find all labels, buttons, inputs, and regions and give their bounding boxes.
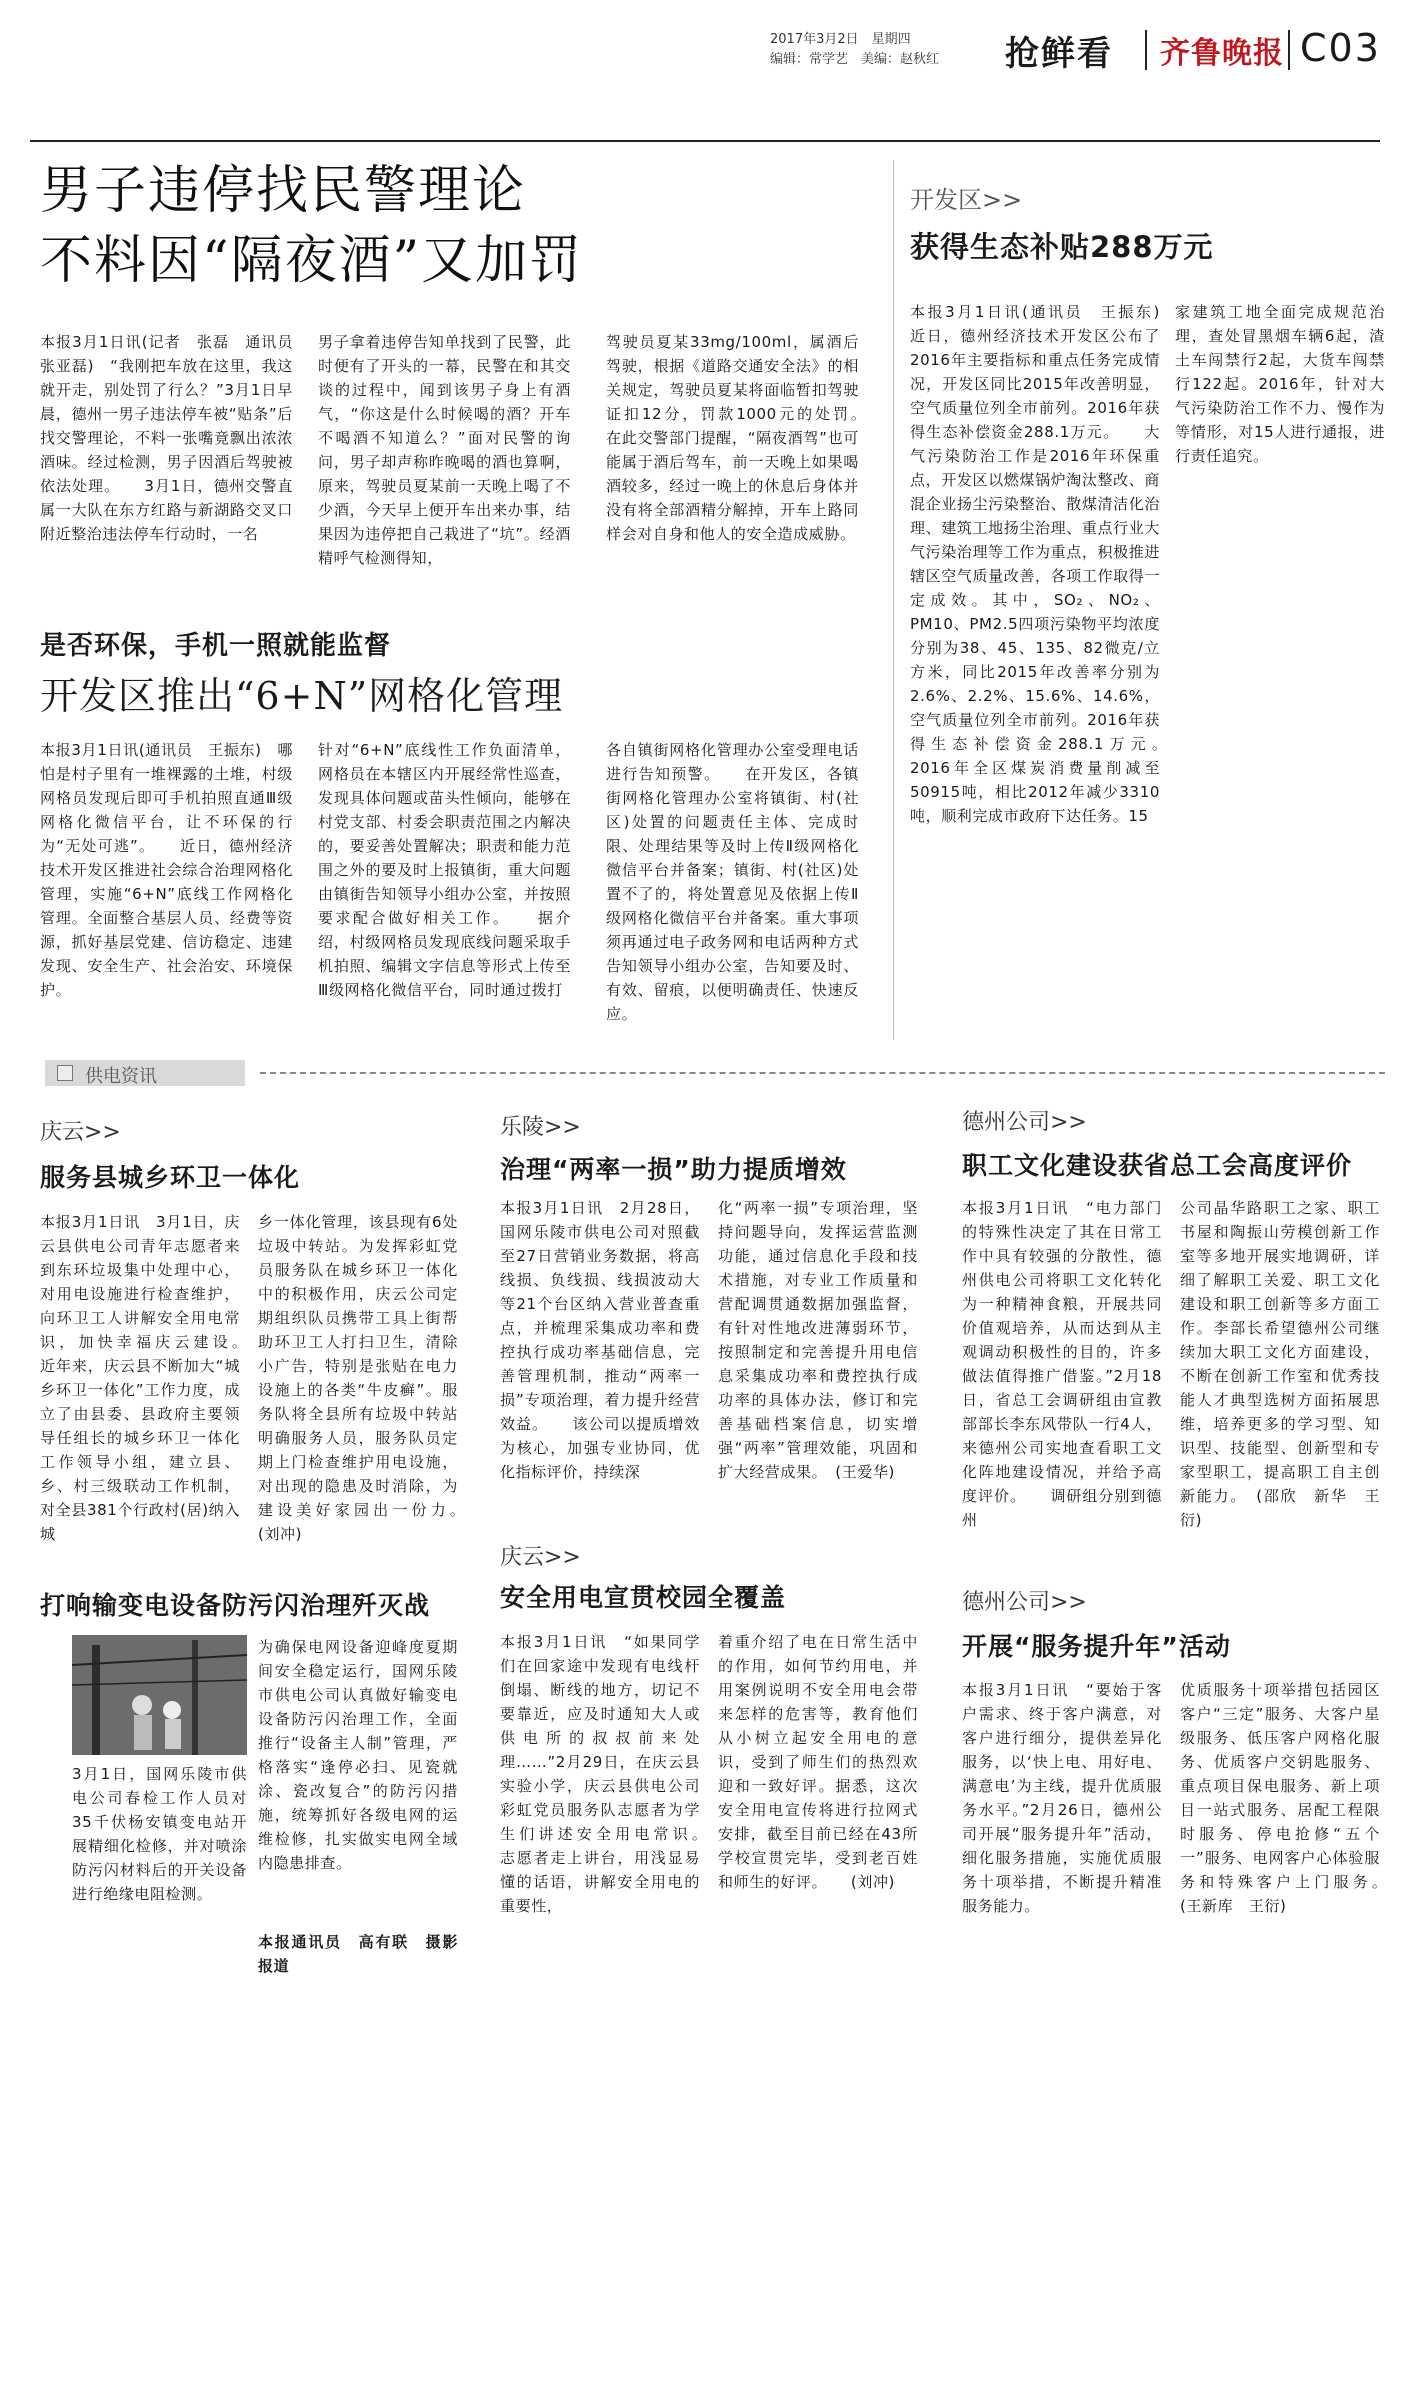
header-separator [1145, 30, 1147, 70]
gd1-kicker: 庆云>> [40, 1120, 121, 1145]
gd2-kicker: 乐陵>> [500, 1115, 581, 1140]
gd4-photo-caption: 3月1日，国网乐陵市供电公司春检工作人员对35千伏杨安镇变电站开展精细化检修，并对喷涂防污闪材料后的开关设备进行绝缘电阻检测。 [72, 1765, 247, 1903]
header-editors: 编辑：常学艺 美编：赵秋红 [770, 52, 940, 67]
gd6-title: 开展“服务提升年”活动 [962, 1632, 1231, 1661]
header-date: 2017年3月2日 星期四 [770, 32, 911, 47]
story1-title-line2: 不料因“隔夜酒”又加罚 [40, 231, 584, 291]
story1-col1: 本报3月1日讯(记者 张磊 通讯员 张亚磊) “我刚把车放在这里，我这就开走，别处罚了行么？”3月1日早晨，德州一男子违法停车被“贴条”后找交警理论，不料一张嘴竟飘出浓浓酒味。经过检测，男子因酒后驾驶被依法处理。 3月1日，德州交警直属一大队在东方红路与新湖路交叉口附近整治违法停车行动时，一名 [40, 333, 293, 543]
gd4-photo-art [72, 1635, 247, 1755]
gd5-col1: 本报3月1日讯 “如果同学们在回家途中发现有电线杆倒塌、断线的地方，切记不要靠近，应及时通知大人或供电所的叔叔前来处理……”2月29日，在庆云县实验小学，庆云县供电公司彩虹党员服务队志愿者为学生们讲述安全用电常识。 志愿者走上讲台，用浅显易懂的话语，讲解安全用电的重要性， [500, 1633, 700, 1915]
section-tab-label: 供电资讯 [85, 1066, 157, 1087]
gd1-title: 服务县城乡环卫一体化 [40, 1163, 301, 1192]
gd5-col2: 着重介绍了电在日常生活中的作用，如何节约用电，并用案例说明不安全用电会带来怎样的危害等，教育他们从小树立起安全用电的意识，受到了师生们的热烈欢迎和一致好评。据悉，这次安全用电宣传将进行拉网式安排，截至目前已经在43所学校宣贯完毕，受到老百姓和师生的好评。 (刘冲) [718, 1633, 918, 1891]
section-tab-icon [57, 1065, 73, 1081]
header-separator-2 [1288, 30, 1290, 70]
story1-col3: 驾驶员夏某33mg/100ml，属酒后驾驶，根据《道路交通安全法》的相关规定，驾驶员夏某将面临暂扣驾驶证扣12分，罚款1000元的处罚。 在此交警部门提醒，“隔夜酒驾”也可能属于酒后驾车，前一天晚上如果喝酒较多，经过一晚上的休息后身体并没有将全部酒精分解掉，开车上路同样会对自身和他人的安全造成威胁。 [606, 333, 859, 543]
gd1-col2: 乡一体化管理，该县现有6处垃圾中转站。为发挥彩虹党员服务队在城乡环卫一体化中的积极作用，庆云公司定期组织队员携带工具上街帮助环卫工人打扫卫生，清除小广告，特别是张贴在电力设施上的各类“牛皮癣”。服务队将全县所有垃圾中转站明确服务人员，服务队员定期上门检查维护用电设施，对出现的隐患及时消除，为建设美好家园出一份力。 (刘冲) [258, 1213, 458, 1543]
story2-col1: 本报3月1日讯(通讯员 王振东) 近日，德州经济技术开发区公布了2016年主要指标和重点任务完成情况，开发区同比2015年改善明显，空气质量位列全市前列。2016年获得生态补偿资金288.1万元。 大气污染防治工作是2016年环保重点，开发区以燃煤锅炉淘汰整改、商混企业扬尘污染整治、散煤清洁化治理、建筑工地扬尘治理、重点行业大气污染治理等工作为重点，积极推进辖区空气质量改善，各项工作取得一定成效。其中，SO₂、NO₂、PM10、PM2.5四项污染物平均浓度分别为38、45、135、82微克/立方米，同比2015年改善率分别为2.6%、2.2%、15.6%、14.6%，空气质量位列全市前列。2016年获得生态补偿资金288.1万元。 2016年全区煤炭消费量削减至50915吨，相比2012年减少3310吨，顺利完成市政府下达任务。15 [910, 303, 1160, 825]
gd4-body: 为确保电网设备迎峰度夏期间安全稳定运行，国网乐陵市供电公司认真做好输变电设备防污闪治理工作，全面推行“设备主人制”管理，严格落实“逢停必扫、见瓷就涂、瓷改复合”的防污闪措施，统筹抓好各级电网的运维检修，扎实做实电网全域内隐患排查。 [258, 1638, 458, 1872]
story3-col2: 针对“6+N”底线性工作负面清单，网格员在本辖区内开展经常性巡查，发现具体问题或苗头性倾向，能够在村党支部、村委会职责范围之内解决的，要妥善处置解决；职责和能力范围之外的要及时上报镇街，重大问题由镇街告知领导小组办公室，并按照要求配合做好相关工作。 据介绍，村级网格员发现底线问题采取手机拍照、编辑文字信息等形式上传至Ⅲ级网格化微信平台，同时通过拨打 [318, 741, 571, 999]
story3-title: 开发区推出“6+N”网格化管理 [40, 674, 564, 718]
gd3-title: 职工文化建设获省总工会高度评价 [962, 1151, 1353, 1180]
gd5-title: 安全用电宣贯校园全覆盖 [500, 1583, 787, 1612]
section-dashed-rule [260, 1072, 1385, 1074]
gd6-col2: 优质服务十项举措包括园区客户“三定”服务、大客户星级服务、低压客户网格化服务、优质客户交钥匙服务、重点项目保电服务、新上项目一站式服务、居配工程限时服务、停电抢修“五个一”服务、电网客户心体验服务和特殊客户上门服务。 (王新库 王衍) [1180, 1681, 1380, 1915]
gd2-col1: 本报3月1日讯 2月28日，国网乐陵市供电公司对照截至27日营销业务数据，将高线损、负线损、线损波动大等21个台区纳入营业普查重点，并梳理采集成功率和费控执行成功率基础信息，完善管理机制，推动“两率一损”专项治理，着力提升经营效益。 该公司以提质增效为核心，加强专业协同，优化指标评价，持续深 [500, 1199, 700, 1481]
gd6-col1: 本报3月1日讯 “要始于客户需求、终于客户满意，对客户进行细分，提供差异化服务，以‘快上电、用好电、满意电’为主线，提升优质服务水平。”2月26日，德州公司开展“服务提升年”活动，细化服务措施，实施优质服务十项举措，不断提升精准服务能力。 [962, 1681, 1162, 1915]
section-tab [45, 1060, 245, 1086]
column-divider [893, 160, 894, 1040]
gd4-photo [72, 1635, 247, 1755]
page-number: C03 [1300, 26, 1381, 70]
story2-kicker: 开发区>> [910, 186, 1023, 214]
gd2-col2: 化“两率一损”专项治理，坚持问题导向，发挥运营监测功能，通过信息化手段和技术措施，对专业工作质量和营配调贯通数据加强监督，有针对性地改进薄弱环节，按照制定和完善提升用电信息采集成功率和费控执行成功率的具体办法，修订和完善基础档案信息，切实增强“两率”管理效能，巩固和扩大经营成果。 (王爱华) [718, 1199, 918, 1481]
story2-title: 获得生态补贴288万元 [910, 230, 1214, 264]
gd3-col2: 公司晶华路职工之家、职工书屋和陶振山劳模创新工作室等多地开展实地调研，详细了解职工关爱、职工文化建设和职工创新等多方面工作。李部长希望德州公司继续加大职工文化方面建设，不断在创新工作室和优秀技能人才典型选树方面拓展思维，培养更多的学习型、知识型、技能型、创新型和专家型职工，提高职工自主创新能力。 (邵欣 新华 王衍) [1180, 1199, 1380, 1529]
story1-col2: 男子拿着违停告知单找到了民警，此时便有了开头的一幕，民警在和其交谈的过程中，闻到该男子身上有酒气，“你这是什么时候喝的酒？开车不喝酒不知道么？”面对民警的询问，男子却声称昨晚喝的酒也算啊，原来，驾驶员夏某前一天晚上喝了不少酒，今天早上便开车出来办事，结果因为违停把自己栽进了“坑”。经酒精呼气检测得知， [318, 333, 571, 567]
story2-col2: 家建筑工地全面完成规范治理，查处冒黑烟车辆6起，渣土车闯禁行2起，大货车闯禁行122起。2016年，针对大气污染防治工作不力、慢作为等情形，对15人进行通报，进行责任追究。 [1175, 303, 1385, 465]
masthead-logo: 齐鲁晚报 [1160, 36, 1284, 71]
gd5-kicker: 庆云>> [500, 1545, 581, 1570]
story3-subtitle: 是否环保，手机一照就能监督 [40, 631, 392, 661]
gd2-title: 治理“两率一损”助力提质增效 [500, 1155, 847, 1184]
section-name: 抢鲜看 [1005, 34, 1113, 74]
gd3-col1: 本报3月1日讯 “电力部门的特殊性决定了其在日常工作中具有较强的分散性，德州供电公司将职工文化转化为一种精神食粮，开展共同价值观培养，从而达到从主观调动积极性的目的，许多做法值得推广借鉴。”2月18日，省总工会调研组由宣教部部长李东风带队一行4人，来德州公司实地查看职工文化阵地建设情况，并给予高度评价。 调研组分别到德州 [962, 1199, 1162, 1529]
gd6-kicker: 德州公司>> [962, 1590, 1087, 1615]
gd4-byline: 本报通讯员 高有联 摄影报道 [258, 1933, 458, 1975]
story1-title-line1: 男子违停找民警理论 [40, 161, 527, 221]
gd4-title: 打响输变电设备防污闪治理歼灭战 [40, 1591, 431, 1620]
gd1-col1: 本报3月1日讯 3月1日，庆云县供电公司青年志愿者来到东环垃圾集中处理中心，对用电设施进行检查维护，向环卫工人讲解安全用电常识，加快幸福庆云建设。 近年来，庆云县不断加大“城乡环卫一体化”工作力度，成立了由县委、县政府主要领导任组长的城乡环卫一体化工作领导小组，建立县、乡、村三级联动工作机制，对全县381个行政村(居)纳入城 [40, 1213, 240, 1543]
gd3-kicker: 德州公司>> [962, 1110, 1087, 1135]
story3-col1: 本报3月1日讯(通讯员 王振东) 哪怕是村子里有一堆裸露的土堆，村级网格员发现后即可手机拍照直通Ⅲ级网格化微信平台，让不环保的行为“无处可逃”。 近日，德州经济技术开发区推进社会综合治理网格化管理，实施“6+N”底线工作网格化管理。全面整合基层人员、经费等资源，抓好基层党建、信访稳定、违建发现、安全生产、社会治安、环境保护。 [40, 741, 293, 999]
header-rule [30, 140, 1380, 142]
story3-col3: 各自镇街网格化管理办公室受理电话进行告知预警。 在开发区，各镇街网格化管理办公室将镇街、村(社区)处置的问题责任主体、完成时限、处理结果等及时上传Ⅱ级网格化微信平台并备案；镇街、村(社区)处置不了的，将处置意见及依据上传Ⅱ级网格化微信平台并备案。重大事项须再通过电子政务网和电话两种方式告知领导小组办公室，告知要及时、有效、留痕，以便明确责任、快速反应。 [606, 741, 859, 1023]
